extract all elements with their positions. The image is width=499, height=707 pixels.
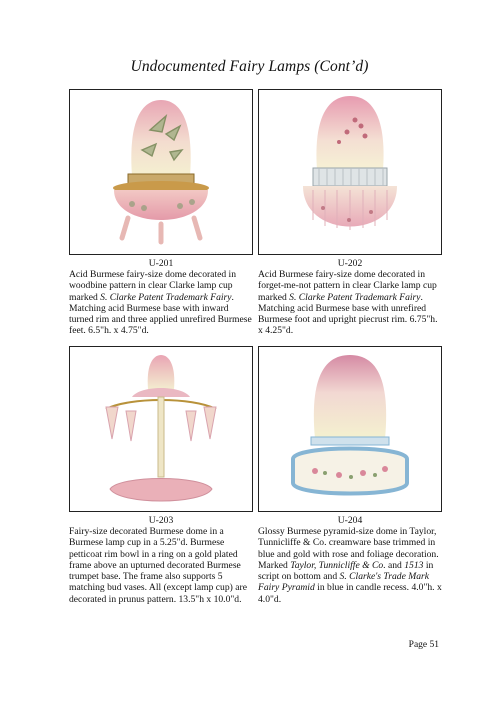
lamp-photo-u203 <box>69 346 253 512</box>
description-text: . Matching acid Burmese base with inward turned rim and three applied unrefired Burmese feet. 6.5"h. x 4.75"d. <box>69 291 252 337</box>
description-italic-text: S. Clarke Patent Trademark Fairy <box>289 291 421 303</box>
lamp-photo-u201 <box>69 89 253 255</box>
description-text: in script on bottom and <box>258 559 434 583</box>
item-description <box>69 526 253 605</box>
description-text: Acid Burmese fairy-size dome decorated in woodbine pattern in clear Clarke lamp cup marked <box>69 269 237 303</box>
description-text: Fairy-size decorated Burmese dome in a Burmese lamp cup in a 5.25"d. Burmese petticoat rim bowl in a ring on a gold plated frame above an upturned decorated Burmese trumpet base. The frame also supports 5 matching bud vases. All (except lamp cup) are decorated in prunus pattern. 13.5"h x 10.0"d. <box>69 526 247 605</box>
item-code: U-202 <box>337 258 363 269</box>
lamp-image-u201 <box>70 90 252 254</box>
catalog-item-u204 <box>258 346 442 605</box>
description-text: Acid Burmese fairy-size dome decorated in forget-me-not pattern in clear Clarke lamp cup marked <box>258 269 437 303</box>
description-text: Glossy Burmese pyramid-size dome in Taylor, Tunnicliffe & Co. creamware base trimmed in blue and gold with rose and foliage decoration. Marked <box>258 526 439 571</box>
description-text: . Matching acid Burmese base with unrefired Burmese foot and upright piecrust rim. 6.75"h. x 4.25"d. <box>258 291 438 337</box>
catalog-item-u201 <box>69 89 253 337</box>
description-text: in blue in candle recess. 4.0"h. x 4.0"d. <box>258 582 442 605</box>
item-description <box>258 269 442 337</box>
description-italic-text: S. Clarke's Trade Mark Fairy Pyramid <box>258 571 430 594</box>
catalog-item-u202 <box>258 89 442 337</box>
page-title: Undocumented Fairy Lamps (Cont’d) <box>130 58 369 75</box>
item-code: U-204 <box>337 515 363 526</box>
description-italic-text: Taylor, Tunnicliffe & Co <box>290 559 384 571</box>
item-description <box>258 526 442 605</box>
description-italic-text: S. Clarke Patent Trademark Fairy <box>100 291 232 303</box>
lamp-image-u204 <box>259 347 441 511</box>
lamp-image-u203 <box>70 347 252 511</box>
item-code: U-201 <box>148 258 174 269</box>
description-text: . and <box>383 559 405 571</box>
item-description <box>69 269 253 337</box>
item-code: U-203 <box>148 515 174 526</box>
lamp-photo-u204 <box>258 346 442 512</box>
description-italic-text: 1513 <box>404 559 424 571</box>
page-number: Page 51 <box>408 640 439 650</box>
lamp-photo-u202 <box>258 89 442 255</box>
lamp-image-u202 <box>259 90 441 254</box>
catalog-item-u203 <box>69 346 253 605</box>
